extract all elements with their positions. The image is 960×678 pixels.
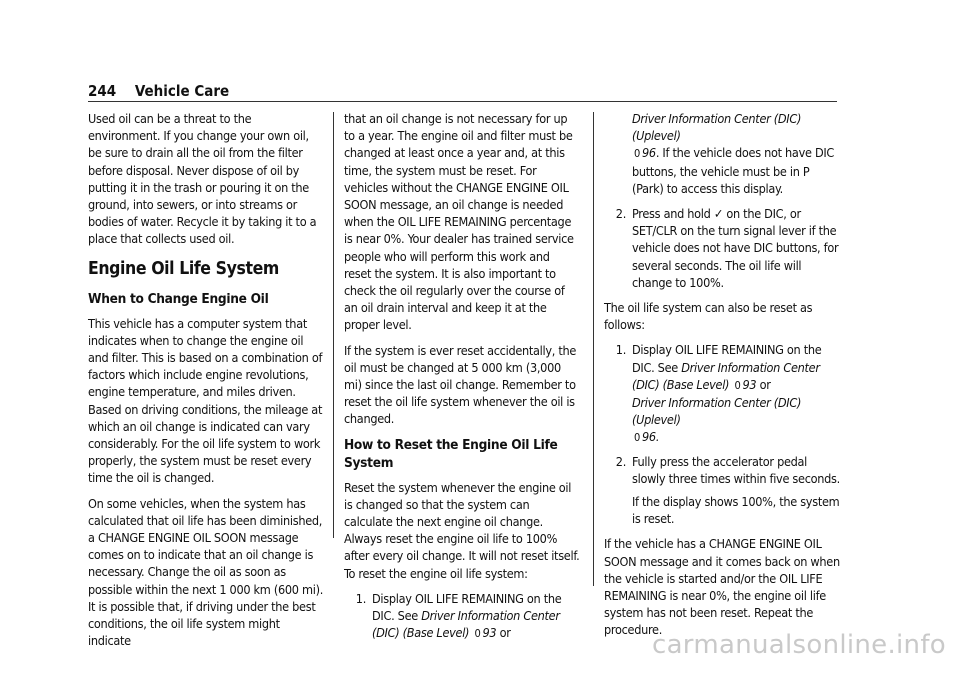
heading-how-to-reset: How to Reset the Engine Oil Life System — [344, 436, 558, 471]
paragraph: The oil life system can also be reset as follows: — [604, 300, 813, 333]
column-1 — [88, 110, 324, 657]
page-reference[interactable]: 96 — [642, 145, 656, 161]
reference-arrow-icon: 0 — [634, 431, 640, 445]
section-title: Vehicle Care — [134, 82, 230, 100]
check-icon: ✓ — [713, 206, 724, 222]
paragraph: If the system is ever reset accidentally, the oil must be changed at 5 000 km (3,000 mi) since the last oil change. Remember to reset the oil life system whenever the oil is changed. — [344, 342, 577, 427]
page-reference[interactable]: 93 — [482, 625, 497, 641]
heading-engine-oil-life-system: Engine Oil Life System — [88, 258, 279, 279]
page-number: 244 — [88, 82, 117, 100]
step-note: If the display shows 100%, the system is reset. — [632, 494, 840, 527]
paragraph: If the vehicle has a CHANGE ENGINE OIL SOON message and it comes back on when the vehicle is started and/or the OIL LIFE REMAINING is near 0%, the engine oil life system has not been reset. Repeat the procedure. — [604, 536, 840, 638]
step-number: 1. — [615, 342, 626, 358]
list-item-continued: Driver Information Center (DIC) (Uplevel) 0 96. If the vehicle does not have DIC buttons, the vehicle must be in P (Park) to access this display. — [632, 111, 835, 196]
header-rule — [88, 101, 837, 102]
list-item: 1. Display OIL LIFE REMAINING on the DIC. See Driver Information Center (DIC) (Base Level) 0 93 or — [344, 590, 580, 643]
step-number: 2. — [615, 453, 626, 469]
cross-reference-link[interactable]: Driver Information Center (DIC) (Uplevel) — [632, 111, 802, 144]
reference-arrow-icon: 0 — [474, 627, 481, 641]
page-header — [88, 82, 229, 100]
list-item: 2. Press and hold ✓ on the DIC, or SET/CLR on the turn signal lever if the vehicle does not have DIC buttons, for several seconds. The oil life will change to 100%. — [604, 205, 842, 291]
column-3 — [604, 110, 842, 647]
paragraph: Used oil can be a threat to the environment. If you change your own oil, be sure to drain all the oil from the filter before disposal. Never dispose of oil by putting it in the trash or pouring it on the ground, into sewers, or into streams or bodies of water. Recycle it by taking it to a place that collects used oil. — [88, 111, 317, 247]
reference-arrow-icon: 0 — [634, 147, 640, 161]
watermark: carmanualsonline.info — [651, 630, 946, 660]
paragraph: that an oil change is not necessary for up to a year. The engine oil and filter must be changed at least once a year and, at this time, the system must be reset. For vehicles without the CHANGE ENGINE OIL SOON message, an oil change is needed when the OIL LIFE REMAINING percentage is near 0%. Your dealer has trained service people who will perform this work and reset the system. It is also important to check the oil regularly over the course of an oil drain interval and keep it at the proper level. — [344, 111, 574, 333]
reference-arrow-icon: 0 — [734, 378, 741, 392]
page-reference[interactable]: 93 — [742, 376, 757, 392]
column-divider-2 — [593, 112, 594, 586]
paragraph: Reset the system whenever the engine oil is changed so that the system can calculate the next engine oil change. Always reset the engine oil life to 100% after every oil change. It will not reset itself. To reset the engine oil life system: — [344, 479, 580, 581]
paragraph: On some vehicles, when the system has calculated that oil life has been diminished, a CHANGE ENGINE OIL SOON message comes on to indicate that an oil change is necessary. Change the oil as soon as possible within the next 1 000 km (600 mi). It is possible that, if driving under the best conditions, the oil life system might indicate — [88, 495, 323, 649]
heading-when-to-change: When to Change Engine Oil — [88, 290, 269, 307]
cross-reference-link[interactable]: Driver Information Center (DIC) (Base Level) — [632, 359, 820, 392]
cross-reference-link[interactable]: Driver Information Center (DIC) (Uplevel) — [632, 395, 802, 428]
step-number: 1. — [355, 590, 366, 606]
step-number: 2. — [615, 206, 626, 222]
column-2 — [344, 110, 580, 648]
cross-reference-link[interactable]: Driver Information Center (DIC) (Base Level) — [372, 608, 560, 641]
list-item: 1. Display OIL LIFE REMAINING on the DIC. See Driver Information Center (DIC) (Base Level) 0 93 or Driver Information Center (DIC) (Uplevel) 0 96. — [604, 341, 842, 446]
column-divider-1 — [333, 112, 334, 538]
page-reference[interactable]: 96 — [642, 429, 656, 445]
paragraph: This vehicle has a computer system that indicates when to change the engine oil and filter. This is based on a combination of factors which include engine revolutions, engine temperature, and miles driven. Based on driving conditions, the mileage at which an oil change is indicated can vary considerably. For the oil life system to work properly, the system must be reset every time the oil is changed. — [88, 315, 323, 486]
list-item: 2. Fully press the accelerator pedal slowly three times within five seconds. — [604, 453, 842, 487]
